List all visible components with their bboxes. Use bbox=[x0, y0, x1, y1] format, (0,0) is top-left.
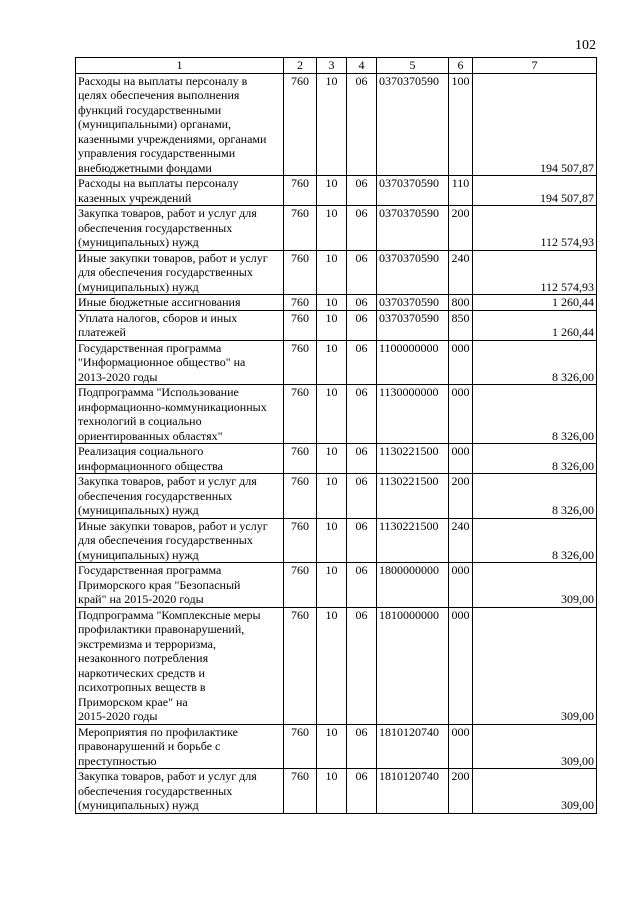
section-code: 10 bbox=[317, 295, 347, 311]
target-article-code: 0370370590 bbox=[377, 206, 449, 251]
description-line: психотропных веществ в bbox=[78, 680, 206, 694]
description-line: Государственная программа bbox=[78, 340, 222, 355]
ministry-code: 760 bbox=[284, 250, 317, 295]
ministry-code: 760 bbox=[284, 295, 317, 311]
description-line: информационного общества bbox=[78, 458, 223, 473]
subsection-code: 06 bbox=[347, 474, 377, 519]
expense-type-code: 200 bbox=[449, 474, 473, 519]
description-line: правонарушений и борьбе с bbox=[78, 739, 221, 753]
ministry-code: 760 bbox=[284, 518, 317, 563]
row-description bbox=[76, 310, 284, 340]
table-row bbox=[76, 310, 597, 340]
description-line: платежей bbox=[78, 325, 126, 339]
header-cell-4: 4 bbox=[347, 58, 377, 74]
subsection-code: 06 bbox=[347, 444, 377, 474]
expense-type-code: 800 bbox=[449, 295, 473, 311]
expense-type-code: 000 bbox=[449, 563, 473, 608]
header-cell-7: 7 bbox=[473, 58, 597, 74]
amount: 8 326,00 bbox=[473, 518, 597, 563]
section-code: 10 bbox=[317, 724, 347, 769]
target-article-code: 1800000000 bbox=[377, 563, 449, 608]
target-article-code: 1130221500 bbox=[377, 518, 449, 563]
header-row bbox=[76, 58, 597, 74]
subsection-code: 06 bbox=[347, 724, 377, 769]
section-code: 10 bbox=[317, 206, 347, 251]
ministry-code: 760 bbox=[284, 385, 317, 444]
description-line: 2013-2020 годы bbox=[78, 369, 158, 384]
section-code: 10 bbox=[317, 310, 347, 340]
amount: 194 507,87 bbox=[473, 176, 597, 206]
subsection-code: 06 bbox=[347, 250, 377, 295]
table-row bbox=[76, 444, 597, 474]
ministry-code: 760 bbox=[284, 563, 317, 608]
target-article-code: 0370370590 bbox=[377, 310, 449, 340]
expense-type-code: 110 bbox=[449, 176, 473, 206]
description-line: Подпрограмма "Комплексные меры bbox=[78, 607, 261, 622]
expense-type-code: 240 bbox=[449, 250, 473, 295]
amount: 309,00 bbox=[473, 724, 597, 769]
description-line: наркотических средств и bbox=[78, 665, 205, 680]
amount: 112 574,93 bbox=[473, 250, 597, 295]
row-description bbox=[76, 607, 284, 724]
row-description bbox=[76, 295, 284, 311]
table-row bbox=[76, 518, 597, 563]
amount: 8 326,00 bbox=[473, 340, 597, 385]
description-line: (муниципальных) нужд bbox=[78, 235, 199, 249]
description-line: Реализация социального bbox=[78, 444, 204, 458]
expense-type-code: 100 bbox=[449, 73, 473, 176]
header-cell-2: 2 bbox=[284, 58, 317, 74]
table-row bbox=[76, 724, 597, 769]
description-line: незаконного потребления bbox=[78, 651, 209, 665]
target-article-code: 0370370590 bbox=[377, 250, 449, 295]
description-line: Иные бюджетные ассигнования bbox=[78, 295, 241, 309]
subsection-code: 06 bbox=[347, 176, 377, 206]
section-code: 10 bbox=[317, 518, 347, 563]
description-line: преступностью bbox=[78, 753, 157, 768]
description-line: для обеспечения государственных bbox=[78, 533, 253, 547]
expense-type-code: 000 bbox=[449, 724, 473, 769]
ministry-code: 760 bbox=[284, 340, 317, 385]
row-description bbox=[76, 563, 284, 608]
description-line: Расходы на выплаты персоналу в bbox=[78, 73, 248, 88]
section-code: 10 bbox=[317, 607, 347, 724]
table-row bbox=[76, 563, 597, 608]
ministry-code: 760 bbox=[284, 724, 317, 769]
description-line: Уплата налогов, сборов и иных bbox=[78, 310, 238, 325]
description-line: целях обеспечения выполнения bbox=[78, 88, 240, 102]
description-line: Иные закупки товаров, работ и услуг bbox=[78, 518, 268, 533]
description-line: (муниципальных) нужд bbox=[78, 279, 199, 294]
page-number: 102 bbox=[575, 38, 596, 53]
table-row bbox=[76, 474, 597, 519]
description-line: Закупка товаров, работ и услуг для bbox=[78, 474, 257, 488]
description-line: информационно-коммуникационных bbox=[78, 399, 267, 414]
row-description bbox=[76, 724, 284, 769]
ministry-code: 760 bbox=[284, 73, 317, 176]
description-line: Приморского края "Безопасный bbox=[78, 577, 241, 592]
row-description bbox=[76, 769, 284, 814]
section-code: 10 bbox=[317, 250, 347, 295]
amount: 309,00 bbox=[473, 607, 597, 724]
description-line: внебюджетными фондами bbox=[78, 160, 212, 175]
table-row bbox=[76, 295, 597, 311]
section-code: 10 bbox=[317, 73, 347, 176]
row-description bbox=[76, 73, 284, 176]
table-row bbox=[76, 73, 597, 176]
description-line: обеспечения государственных bbox=[78, 220, 233, 235]
target-article-code: 0370370590 bbox=[377, 73, 449, 176]
ministry-code: 760 bbox=[284, 607, 317, 724]
target-article-code: 0370370590 bbox=[377, 176, 449, 206]
subsection-code: 06 bbox=[347, 310, 377, 340]
target-article-code: 1100000000 bbox=[377, 340, 449, 385]
ministry-code: 760 bbox=[284, 206, 317, 251]
description-line: профилактики правонарушений, bbox=[78, 622, 245, 636]
description-line: технологий в социально bbox=[78, 414, 202, 428]
description-line: ориентированных областях" bbox=[78, 428, 223, 443]
expense-type-code: 000 bbox=[449, 444, 473, 474]
header-cell-5: 5 bbox=[377, 58, 449, 74]
amount: 1 260,44 bbox=[473, 295, 597, 311]
description-line: Расходы на выплаты персоналу bbox=[78, 176, 239, 190]
header-cell-6: 6 bbox=[449, 58, 473, 74]
table-row bbox=[76, 340, 597, 385]
table-row bbox=[76, 206, 597, 251]
header-cell-1: 1 bbox=[76, 58, 284, 74]
row-description bbox=[76, 206, 284, 251]
expense-type-code: 850 bbox=[449, 310, 473, 340]
description-line: Закупка товаров, работ и услуг для bbox=[78, 769, 257, 783]
description-line: Приморском крае" на bbox=[78, 694, 188, 709]
description-line: (муниципальных) нужд bbox=[78, 503, 199, 517]
section-code: 10 bbox=[317, 474, 347, 519]
description-line: казенных учреждений bbox=[78, 190, 192, 205]
target-article-code: 1130000000 bbox=[377, 385, 449, 444]
row-description bbox=[76, 340, 284, 385]
table-row bbox=[76, 176, 597, 206]
table-row bbox=[76, 769, 597, 814]
table-row bbox=[76, 250, 597, 295]
subsection-code: 06 bbox=[347, 563, 377, 608]
target-article-code: 1810120740 bbox=[377, 724, 449, 769]
expense-type-code: 000 bbox=[449, 607, 473, 724]
target-article-code: 1810120740 bbox=[377, 769, 449, 814]
description-line: Подпрограмма "Использование bbox=[78, 385, 239, 399]
description-line: "Информационное общество" на bbox=[78, 355, 246, 369]
description-line: (муниципальных) нужд bbox=[78, 798, 199, 812]
subsection-code: 06 bbox=[347, 73, 377, 176]
amount: 309,00 bbox=[473, 769, 597, 814]
row-description bbox=[76, 444, 284, 474]
description-line: обеспечения государственных bbox=[78, 783, 233, 798]
row-description bbox=[76, 518, 284, 563]
amount: 8 326,00 bbox=[473, 385, 597, 444]
row-description bbox=[76, 250, 284, 295]
section-code: 10 bbox=[317, 444, 347, 474]
target-article-code: 1130221500 bbox=[377, 444, 449, 474]
description-line: Государственная программа bbox=[78, 563, 222, 577]
budget-table bbox=[75, 57, 597, 814]
row-description bbox=[76, 176, 284, 206]
expense-type-code: 200 bbox=[449, 769, 473, 814]
subsection-code: 06 bbox=[347, 769, 377, 814]
amount: 112 574,93 bbox=[473, 206, 597, 251]
expense-type-code: 000 bbox=[449, 385, 473, 444]
description-line: обеспечения государственных bbox=[78, 488, 233, 503]
subsection-code: 06 bbox=[347, 607, 377, 724]
expense-type-code: 000 bbox=[449, 340, 473, 385]
amount: 1 260,44 bbox=[473, 310, 597, 340]
subsection-code: 06 bbox=[347, 340, 377, 385]
subsection-code: 06 bbox=[347, 295, 377, 311]
description-line: Иные закупки товаров, работ и услуг bbox=[78, 250, 268, 265]
ministry-code: 760 bbox=[284, 176, 317, 206]
amount: 8 326,00 bbox=[473, 474, 597, 519]
subsection-code: 06 bbox=[347, 518, 377, 563]
ministry-code: 760 bbox=[284, 769, 317, 814]
section-code: 10 bbox=[317, 176, 347, 206]
table-row bbox=[76, 607, 597, 724]
description-line: (муниципальных) нужд bbox=[78, 547, 199, 562]
subsection-code: 06 bbox=[347, 206, 377, 251]
amount: 194 507,87 bbox=[473, 73, 597, 176]
header-cell-3: 3 bbox=[317, 58, 347, 74]
description-line: Мероприятия по профилактике bbox=[78, 724, 238, 739]
description-line: Закупка товаров, работ и услуг для bbox=[78, 206, 257, 220]
row-description bbox=[76, 385, 284, 444]
ministry-code: 760 bbox=[284, 474, 317, 519]
description-line: (муниципальными) органами, bbox=[78, 117, 232, 131]
ministry-code: 760 bbox=[284, 310, 317, 340]
description-line: функций государственными bbox=[78, 102, 222, 117]
target-article-code: 0370370590 bbox=[377, 295, 449, 311]
amount: 309,00 bbox=[473, 563, 597, 608]
target-article-code: 1810000000 bbox=[377, 607, 449, 724]
section-code: 10 bbox=[317, 340, 347, 385]
description-line: экстремизма и терроризма, bbox=[78, 636, 216, 651]
ministry-code: 760 bbox=[284, 444, 317, 474]
row-description bbox=[76, 474, 284, 519]
target-article-code: 1130221500 bbox=[377, 474, 449, 519]
description-line: край" на 2015-2020 годы bbox=[78, 592, 204, 606]
section-code: 10 bbox=[317, 563, 347, 608]
section-code: 10 bbox=[317, 385, 347, 444]
table-row bbox=[76, 385, 597, 444]
description-line: управления государственными bbox=[78, 146, 236, 160]
amount: 8 326,00 bbox=[473, 444, 597, 474]
expense-type-code: 200 bbox=[449, 206, 473, 251]
expense-type-code: 240 bbox=[449, 518, 473, 563]
description-line: 2015-2020 годы bbox=[78, 709, 158, 723]
subsection-code: 06 bbox=[347, 385, 377, 444]
section-code: 10 bbox=[317, 769, 347, 814]
description-line: для обеспечения государственных bbox=[78, 265, 253, 279]
description-line: казенными учреждениями, органами bbox=[78, 131, 267, 146]
